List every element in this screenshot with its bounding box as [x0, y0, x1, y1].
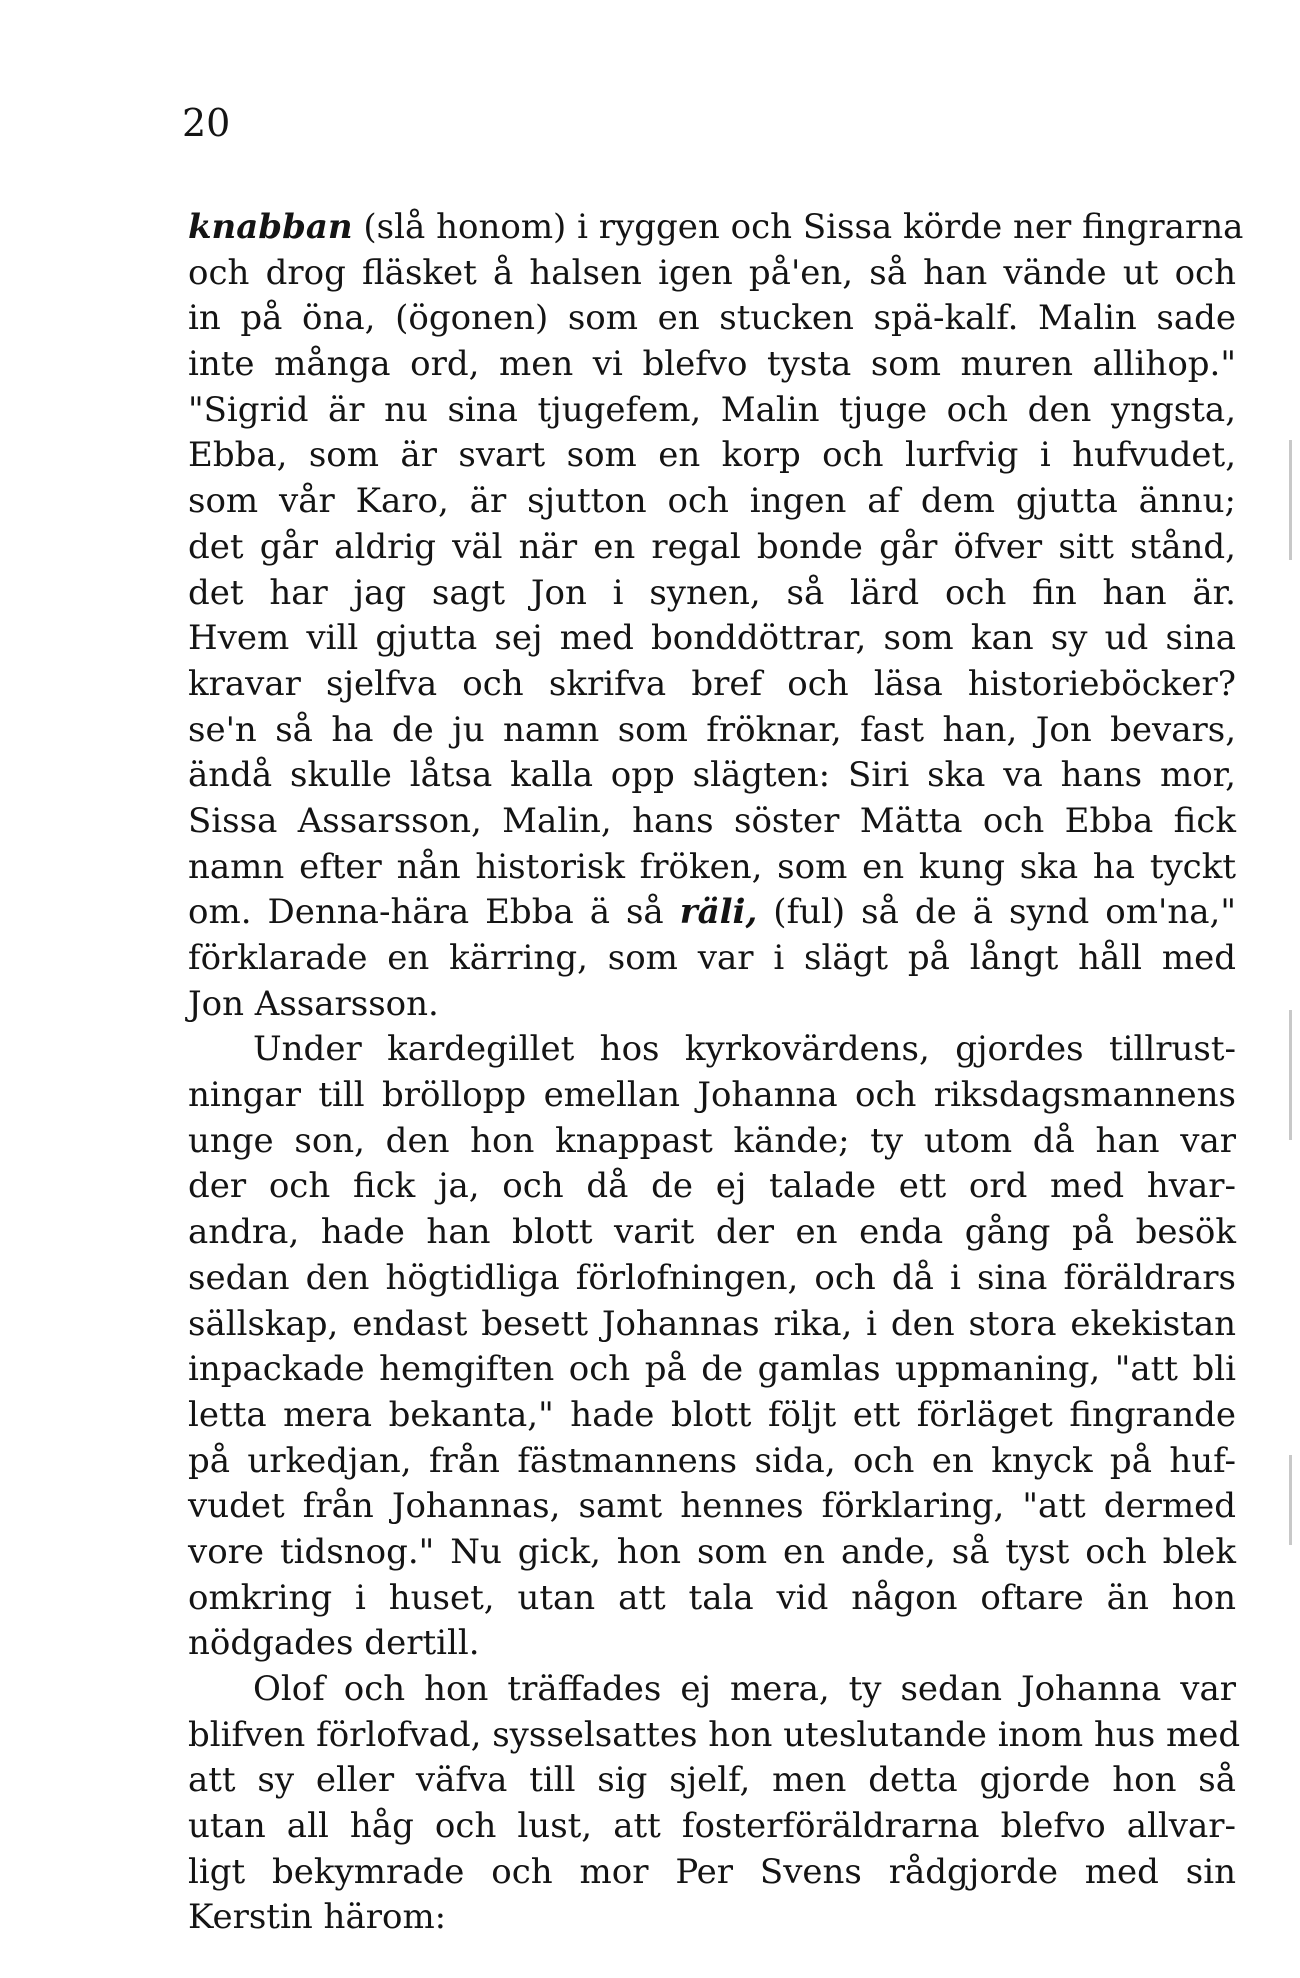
text-run: letta mera bekanta," hade blott följt ett förläget fingrande — [188, 1394, 1236, 1435]
text-run: vore tidsnog." Nu gick, hon som en ande, så tyst och blek — [188, 1531, 1236, 1572]
text-run: blifven förlofvad, sysselsattes hon uteslutande inom hus med — [188, 1714, 1241, 1755]
text-run: Under kardegillet hos kyrkovärdens, gjordes tillrust- — [253, 1029, 1236, 1070]
text-run: och drog fläsket å halsen igen på'en, så han vände ut och — [188, 252, 1236, 293]
text-line — [188, 1256, 1236, 1302]
text-run: der och fick ja, och då de ej talade ett ord med hvar- — [188, 1166, 1236, 1207]
page-edge-mark — [1289, 440, 1292, 560]
text-run: in på öna, (ögonen) som en stucken spä-kalf. Malin sade — [188, 298, 1236, 339]
text-run: sedan den högtidliga förlofningen, och då i sina föräldrars — [188, 1257, 1236, 1298]
text-run: utan all håg och lust, att fosterföräldrarna blefvo allvar- — [188, 1806, 1236, 1847]
text-run: nödgades dertill. — [188, 1623, 480, 1664]
text-line — [188, 890, 1236, 936]
text-run: sällskap, endast besett Johannas rika, i den stora ekekistan — [188, 1303, 1236, 1344]
text-line — [188, 433, 1236, 479]
text-line — [188, 205, 1244, 251]
text-line — [188, 388, 1236, 434]
text-run: som vår Karo, är sjutton och ingen af dem gjutta ännu; — [188, 481, 1236, 522]
text-run: andra, hade han blott varit der en enda gång på besök — [188, 1212, 1236, 1253]
text-run: Sissa Assarsson, Malin, hans söster Mätta och Ebba fick — [188, 800, 1236, 841]
body-text — [188, 205, 1244, 1941]
text-run: Kerstin härom: — [188, 1897, 447, 1938]
emphasized-word: knabban — [188, 207, 353, 247]
text-line — [188, 479, 1236, 525]
text-line — [188, 251, 1236, 297]
text-line — [188, 1804, 1236, 1850]
text-line — [188, 1347, 1236, 1393]
text-line — [188, 936, 1236, 982]
text-line — [188, 1530, 1236, 1576]
text-line — [188, 799, 1236, 845]
text-run: "Sigrid är nu sina tjugefem, Malin tjuge och den yngsta, — [188, 389, 1236, 430]
text-line — [188, 1895, 1236, 1941]
text-line — [188, 1210, 1236, 1256]
text-line — [188, 1119, 1236, 1165]
text-line — [188, 1621, 1236, 1667]
text-run: att sy eller väfva till sig sjelf, men detta gjorde hon så — [188, 1760, 1236, 1801]
text-line — [188, 845, 1236, 891]
text-line — [188, 708, 1236, 754]
text-run: inte många ord, men vi blefvo tysta som muren allihop." — [188, 344, 1236, 385]
page-edge-mark — [1289, 1010, 1292, 1140]
text-line — [188, 1302, 1236, 1348]
text-run: vudet från Johannas, samt hennes förklaring, "att dermed — [188, 1486, 1236, 1527]
emphasized-word: räli, — [679, 892, 758, 933]
text-line — [188, 1027, 1236, 1073]
text-line — [188, 1393, 1236, 1439]
text-run: namn efter nån historisk fröken, som en kung ska ha tyckt — [188, 846, 1236, 887]
text-line — [188, 1576, 1236, 1622]
text-run: om. Denna-hära Ebba ä så — [188, 892, 680, 933]
text-run: ningar till bröllopp emellan Johanna och riksdagsmannens — [188, 1075, 1236, 1116]
text-line — [188, 1667, 1236, 1713]
text-run: Ebba, som är svart som en korp och lurfvig i hufvudet, — [188, 435, 1236, 476]
text-run: på urkedjan, från fästmannens sida, och en knyck på huf- — [188, 1440, 1236, 1481]
text-line — [188, 1713, 1241, 1759]
text-line — [188, 1439, 1236, 1485]
text-run: ligt bekymrade och mor Per Svens rådgjorde med sin — [188, 1851, 1236, 1892]
text-run: inpackade hemgiften och på de gamlas uppmaning, "att bli — [188, 1349, 1236, 1390]
page-edge-mark — [1289, 1455, 1292, 1545]
text-line — [188, 571, 1236, 617]
text-line — [188, 1758, 1236, 1804]
text-line — [188, 1073, 1236, 1119]
text-run: unge son, den hon knappast kände; ty utom då han var — [188, 1120, 1236, 1161]
text-run: Olof och hon träffades ej mera, ty sedan Johanna var — [253, 1669, 1236, 1709]
text-run: Hvem vill gjutta sej med bonddöttrar, som kan sy ud sina — [188, 618, 1236, 659]
text-line — [188, 753, 1236, 799]
text-line — [188, 525, 1236, 571]
text-line — [188, 1850, 1236, 1896]
text-line — [188, 296, 1236, 342]
text-line — [188, 616, 1236, 662]
text-run: (slå honom) i ryggen och Sissa körde ner fingrarna — [352, 207, 1244, 247]
text-line — [188, 662, 1236, 708]
text-line — [188, 1164, 1236, 1210]
page-number: 20 — [182, 101, 231, 145]
text-run: Jon Assarsson. — [188, 983, 439, 1024]
text-run: ändå skulle låtsa kalla opp slägten: Siri ska va hans mor, — [188, 755, 1236, 796]
text-run: det går aldrig väl när en regal bonde går öfver sitt stånd, — [188, 526, 1236, 567]
text-run: kravar sjelfva och skrifva bref och läsa historieböcker? — [188, 663, 1236, 704]
text-run: omkring i huset, utan att tala vid någon oftare än hon — [188, 1577, 1236, 1618]
text-run: förklarade en kärring, som var i slägt på långt håll med — [188, 938, 1236, 978]
text-run: se'n så ha de ju namn som fröknar, fast han, Jon bevars, — [188, 709, 1236, 750]
text-run: (ful) så de ä synd om'na," — [757, 892, 1236, 933]
text-line — [188, 1484, 1236, 1530]
text-run: det har jag sagt Jon i synen, så lärd och fin han är. — [188, 572, 1236, 613]
text-line — [188, 982, 1236, 1028]
text-line — [188, 342, 1236, 388]
